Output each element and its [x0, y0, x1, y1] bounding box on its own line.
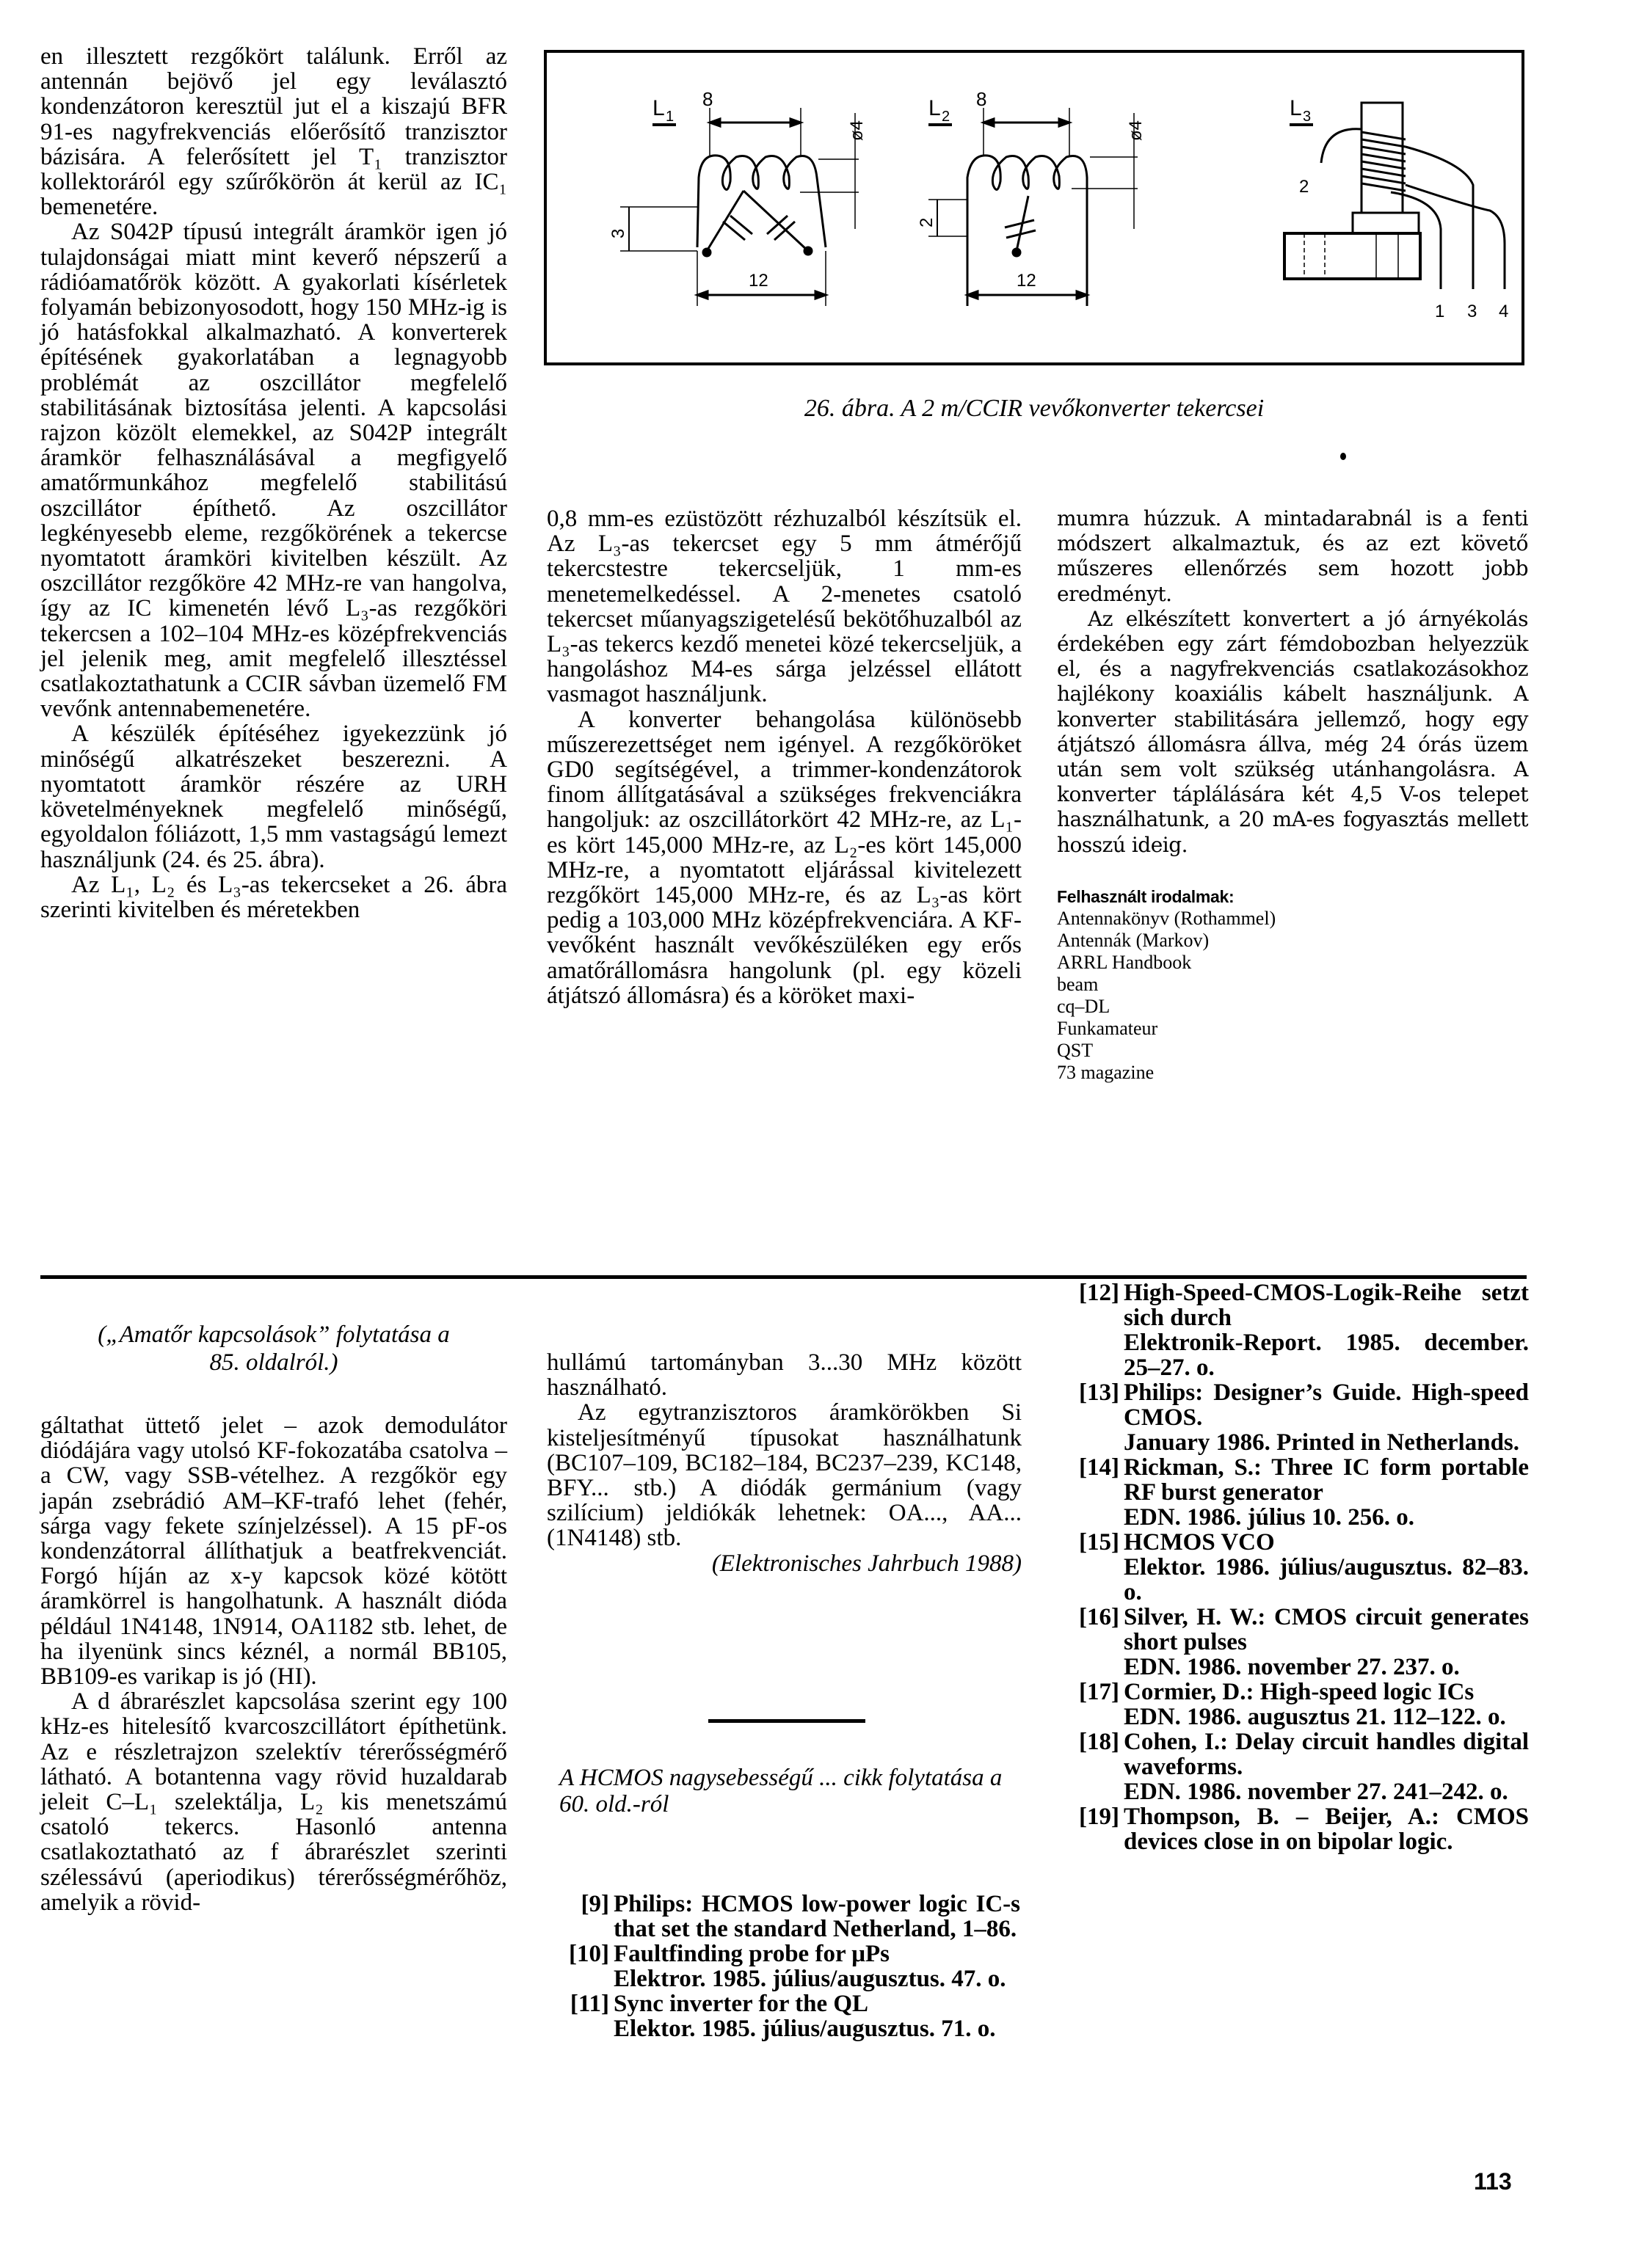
bibliography-item [1053, 1680, 1529, 1729]
figure-26-coil-drawings [544, 50, 1524, 365]
bib-text: EDN. 1986. november 27. 237. o. [1124, 1654, 1460, 1680]
paragraph: gáltathat üttető jelet – azok demodulátor diódájára vagy utolsó KF-fokozatába csatolva – a CW, vagy SSB-vételhez. A rezgőkör egy japán zsebrádió AM–KF-trafó lehet (fehér, sárga vagy fekete színjelzéssel). A 15 pF-os kondenzátorral állíthatjuk a beatfrekvenciát. Forgó híján az x-y kapcsok közé kötött áramkörrel is hangolhatunk. A használt dióda például 1N4148, 1N914, OA1182 stb. lehet, de ha ilyenünk sincs kéznél, a normál BB105, BB109-es varikap is jó (HI). [40, 1412, 507, 1691]
article-end-rule [708, 1719, 865, 1723]
svg-text:L: L [1290, 96, 1302, 120]
bib-text: Cohen, I.: Delay circuit handles digital waveforms. [1124, 1729, 1529, 1780]
coil-l2-drawing [917, 88, 1146, 306]
paragraph: Az elkészített konvertert a jó árnyékolás érdekében egy zárt fémdobozban helyezzük el, és a nagyfrekvenciás csatlakozásokhoz hajlékony koaxiális kábelt használjunk. A konverter stabilitására jellemző, hogy egy átjátszó állomásra állva, még 24 órás üzem után sem volt szükség utánhangolásra. A konverter táplálására két 4,5 V-os telepet használhatunk, a 20 mA-es fogyasztás mellett hosszú ideig. [1057, 606, 1528, 857]
paragraph: Az egytranzisztoros áramkörökben Si kisteljesítményű típusokat használhatunk (BC107–109, BC182–184, BC237–239, KC148, BFY... stb.) A diódák germánium (vagy szilícium) jeldiókák lehetnek: OA..., AA... (1N4148) stb. [547, 1399, 1022, 1552]
bib-text: Elektor. 1985. július/augusztus. 71. o. [614, 2016, 996, 2042]
bib-text: Silver, H. W.: CMOS circuit generates short pulses [1124, 1604, 1529, 1655]
paragraph: Az L₁, L₂ és L₃-as tekercseket a 26. ábra szerinti kivitelben és méretekben [40, 871, 507, 923]
reference-item: cq–DL [1057, 995, 1110, 1017]
svg-text:8: 8 [702, 88, 713, 110]
bibliography-item [1053, 1729, 1529, 1804]
reference-item: Antennák (Markov) [1057, 929, 1210, 951]
coil-l3-drawing [1284, 96, 1508, 321]
paragraph: 0,8 mm-es ezüstözött rézhuzalból készítsük el. Az L₃-as tekercset egy 5 mm átmérőjű tekercstestre tekercseljük, 1 mm-es menetemelkedéssel. A 2-menetes csatoló tekercset műanyagszigetelésű bekötőhuzalból az L₃-as tekercs kezdő menetei közé tekercseljük, a hangoláshoz M4-es sárga jelzéssel ellátott vasmagot használjunk. [547, 506, 1022, 708]
svg-text:ø4: ø4 [1126, 120, 1146, 141]
paragraph: A konverter behangolása különösebb műszerezettséget nem igényel. A rezgőköröket GD0 segítségével, a trimmer-kondenzátorok finom állítgatásával a szükséges frekvenciákra hangoljuk: az oszcillátorkört 42 MHz-re, az L₁-es kört 145,000 MHz-re, az L₂-es kört 145,000 MHz-re, a nyomtatott eljárással kivitelezett rezgőkört 145,000 MHz-re, és az L₃-as kört pedig a 103,000 MHz középfrekvenciára. A KF-vevőként használt vevőkészüléken egy erős amatőrállomásra hangolunk (pl. egy közeli átjátszó állomásra) és a köröket maxi- [547, 706, 1022, 1009]
svg-text:4: 4 [1499, 302, 1509, 321]
bib-text: HCMOS VCO [1124, 1529, 1275, 1556]
bib-number: [18] [1079, 1729, 1119, 1755]
svg-text:2: 2 [917, 217, 937, 227]
svg-text:L: L [928, 96, 941, 120]
bibliography-item [1053, 1804, 1529, 1854]
reference-item: Antennakönyv (Rothammel) [1057, 907, 1276, 929]
svg-text:2: 2 [1299, 177, 1309, 197]
section-divider [40, 1275, 1527, 1279]
bib-text: EDN. 1986. augusztus 21. 112–122. o. [1124, 1704, 1506, 1730]
bib-number: [13] [1079, 1379, 1119, 1406]
paragraph: A készülék építéséhez igyekezzünk jó minőségű alkatrészeket beszerezni. A nyomtatott áramkör részére az URH követelményeknek megfelelő minőségű, egyoldalon fóliázott, 1,5 mm vastagságú lemezt használjunk (24. és 25. ábra). [40, 721, 507, 873]
references-list [1057, 908, 1528, 1084]
svg-text:3: 3 [1467, 302, 1477, 321]
bib-number: [14] [1079, 1454, 1119, 1481]
svg-text:1: 1 [1435, 302, 1445, 321]
paragraph: Az S042P típusú integrált áramkör igen jó tulajdonságai miatt mint keverő népszerű a rádióamatőrök között. A gyakorlati kísérletek folyamán bebizonyosodott, hogy 150 MHz-ig is jó hatásfokkal alkalmazható. A konverterek építésének gyakorlatában a legnagyobb problémát az oszcillátor megfelelő stabilitásának biztosítása jelenti. A kapcsolási rajzon közölt elemekkel, az S042P integrált áramkör felhasználásával a megfigyelő amatőrmunkához megfelelő stabilitású oszcillátor építhető. Az oszcillátor legkényesebb eleme, rezgőkörének a tekercse nyomtatott áramköri kivitelben készült. Az oszcillátor rezgőköre 42 MHz-re van hangolva, így az IC kimenetén lévő L₃-as rezgőköri tekercsen a 102–104 MHz-es középfrekvenciás jel jelenik meg, amit megfelelő illesztéssel csatlakoztathatunk a CCIR sávban üzemelő FM vevőnk antennabemenetére. [40, 219, 507, 723]
bib-number: [16] [1079, 1604, 1119, 1630]
svg-text:2: 2 [942, 109, 950, 125]
source-citation: (Elektronisches Jahrbuch 1988) [711, 1550, 1022, 1577]
page-number: 113 [1474, 2168, 1512, 2195]
continuation-note-line: („Amatőr kapcsolások” folytatása a [98, 1321, 450, 1348]
bib-text: Philips: Designer’s Guide. High-speed CMOS. [1124, 1379, 1529, 1431]
reference-item: 73 magazine [1057, 1061, 1155, 1083]
bib-text: Thompson, B. – Beijer, A.: CMOS devices close in on bipolar logic. [1124, 1804, 1529, 1855]
bibliography-item [1053, 1280, 1529, 1380]
bibliography-item [1053, 1380, 1529, 1455]
bib-number: [12] [1079, 1280, 1119, 1306]
bib-text: Rickman, S.: Three IC form portable RF burst generator [1124, 1454, 1529, 1506]
bib-text: Sync inverter for the QL [614, 1991, 869, 2017]
article-column-2-top [547, 506, 1022, 1008]
paragraph: A d ábrarészlet kapcsolása szerint egy 100 kHz-es hitelesítő kvarcoszcillátort építhetünk. Az e részletrajzon szelektív térerősségmérő látható. A botantenna vagy rövid huzaldarab jeleit C–L₁ szelektálja, L₂ kis menetszámú csatoló tekercs. Hasonló antenna csatlakoztatható az f ábrarészlet szerinti szélessávú (aperiodikus) térerősségmérőhöz, amelyik a rövid- [40, 1688, 507, 1916]
references-heading: Felhasznált irodalmak: [1057, 886, 1235, 906]
bibliography-middle [543, 1892, 1020, 2041]
bibliography-item [1053, 1605, 1529, 1680]
bib-text: EDN. 1986. július 10. 256. o. [1124, 1504, 1415, 1531]
bib-text: Cormier, D.: High-speed logic ICs [1124, 1679, 1475, 1705]
paragraph: en illesztett rezgőkört találunk. Erről az antennán bejövő jel egy leválasztó kondenzátoron keresztül jut el a kiszajú BFR 91-es nagyfrekvenciás előerősítő tranzisztor bázisára. A felerősített jel T₁ tranzisztor kollektoráról egy szűrőkörön át kerül az IC₁ bemenetére. [40, 43, 507, 221]
bibliography-item [1053, 1530, 1529, 1605]
article-column-1-bottom [40, 1321, 507, 1915]
svg-text:12: 12 [749, 271, 768, 291]
article-column-2-bottom [547, 1350, 1022, 1576]
bib-number: [15] [1079, 1529, 1119, 1556]
bibliography-item [543, 1941, 1020, 1991]
bibliography-item [543, 1892, 1020, 1941]
paragraph: mumra húzzuk. A mintadarabnál is a fenti módszert alkalmaztuk, és az ezt követő műszeres ellenőrzés sem hozott jobb eredményt. [1057, 506, 1528, 606]
continuation-note-hcmos: A HCMOS nagysebességű ... cikk folytatása a 60. old.-ról [559, 1765, 1003, 1817]
reference-item: ARRL Handbook [1057, 951, 1192, 973]
bib-number: [10] [569, 1941, 609, 1967]
continuation-note [40, 1321, 507, 1377]
reference-item: Funkamateur [1057, 1017, 1158, 1039]
bib-text: Faultfinding probe for μPs [614, 1941, 890, 1967]
bib-text: Elektor. 1986. július/augusztus. 82–83. o. [1124, 1554, 1529, 1605]
svg-text:3: 3 [1303, 109, 1312, 125]
svg-text:1: 1 [666, 109, 675, 125]
bibliography-item [543, 1991, 1020, 2041]
bib-text: January 1986. Printed in Netherlands. [1124, 1429, 1520, 1456]
bib-number: [9] [581, 1891, 609, 1917]
bib-number: [17] [1079, 1679, 1119, 1705]
coil-diagram-icon [547, 53, 1527, 368]
bib-text: EDN. 1986. november 27. 241–242. o. [1124, 1779, 1508, 1805]
svg-text:L: L [652, 96, 665, 120]
bib-text: High-Speed-CMOS-Logik-Reihe setzt sich durch [1124, 1280, 1529, 1331]
bib-text: Elektror. 1985. július/augusztus. 47. o. [614, 1966, 1006, 1992]
bibliography-right [1053, 1280, 1529, 1854]
figure-caption: 26. ábra. A 2 m/CCIR vevőkonverter tekercsei [804, 395, 1265, 422]
article-column-3-top [1057, 506, 1528, 1084]
bib-text: Philips: HCMOS low-power logic IC-s that set the standard Netherland, 1–86. [614, 1891, 1020, 1942]
bib-text: Elektronik-Report. 1985. december. 25–27. o. [1124, 1330, 1529, 1381]
coil-l1-drawing [608, 88, 867, 306]
svg-text:ø4: ø4 [847, 120, 867, 141]
article-column-1-top [40, 44, 507, 922]
bib-number: [11] [570, 1991, 609, 2017]
print-speck [1340, 453, 1346, 460]
svg-text:8: 8 [976, 88, 987, 110]
continuation-note-line: 85. oldalról.) [209, 1349, 338, 1376]
svg-text:12: 12 [1017, 271, 1036, 291]
reference-item: beam [1057, 973, 1099, 995]
paragraph: hullámú tartományban 3...30 MHz között használható. [547, 1349, 1022, 1401]
bibliography-item [1053, 1455, 1529, 1530]
bib-number: [19] [1079, 1804, 1119, 1830]
svg-text:3: 3 [608, 228, 628, 238]
reference-item: QST [1057, 1039, 1094, 1061]
